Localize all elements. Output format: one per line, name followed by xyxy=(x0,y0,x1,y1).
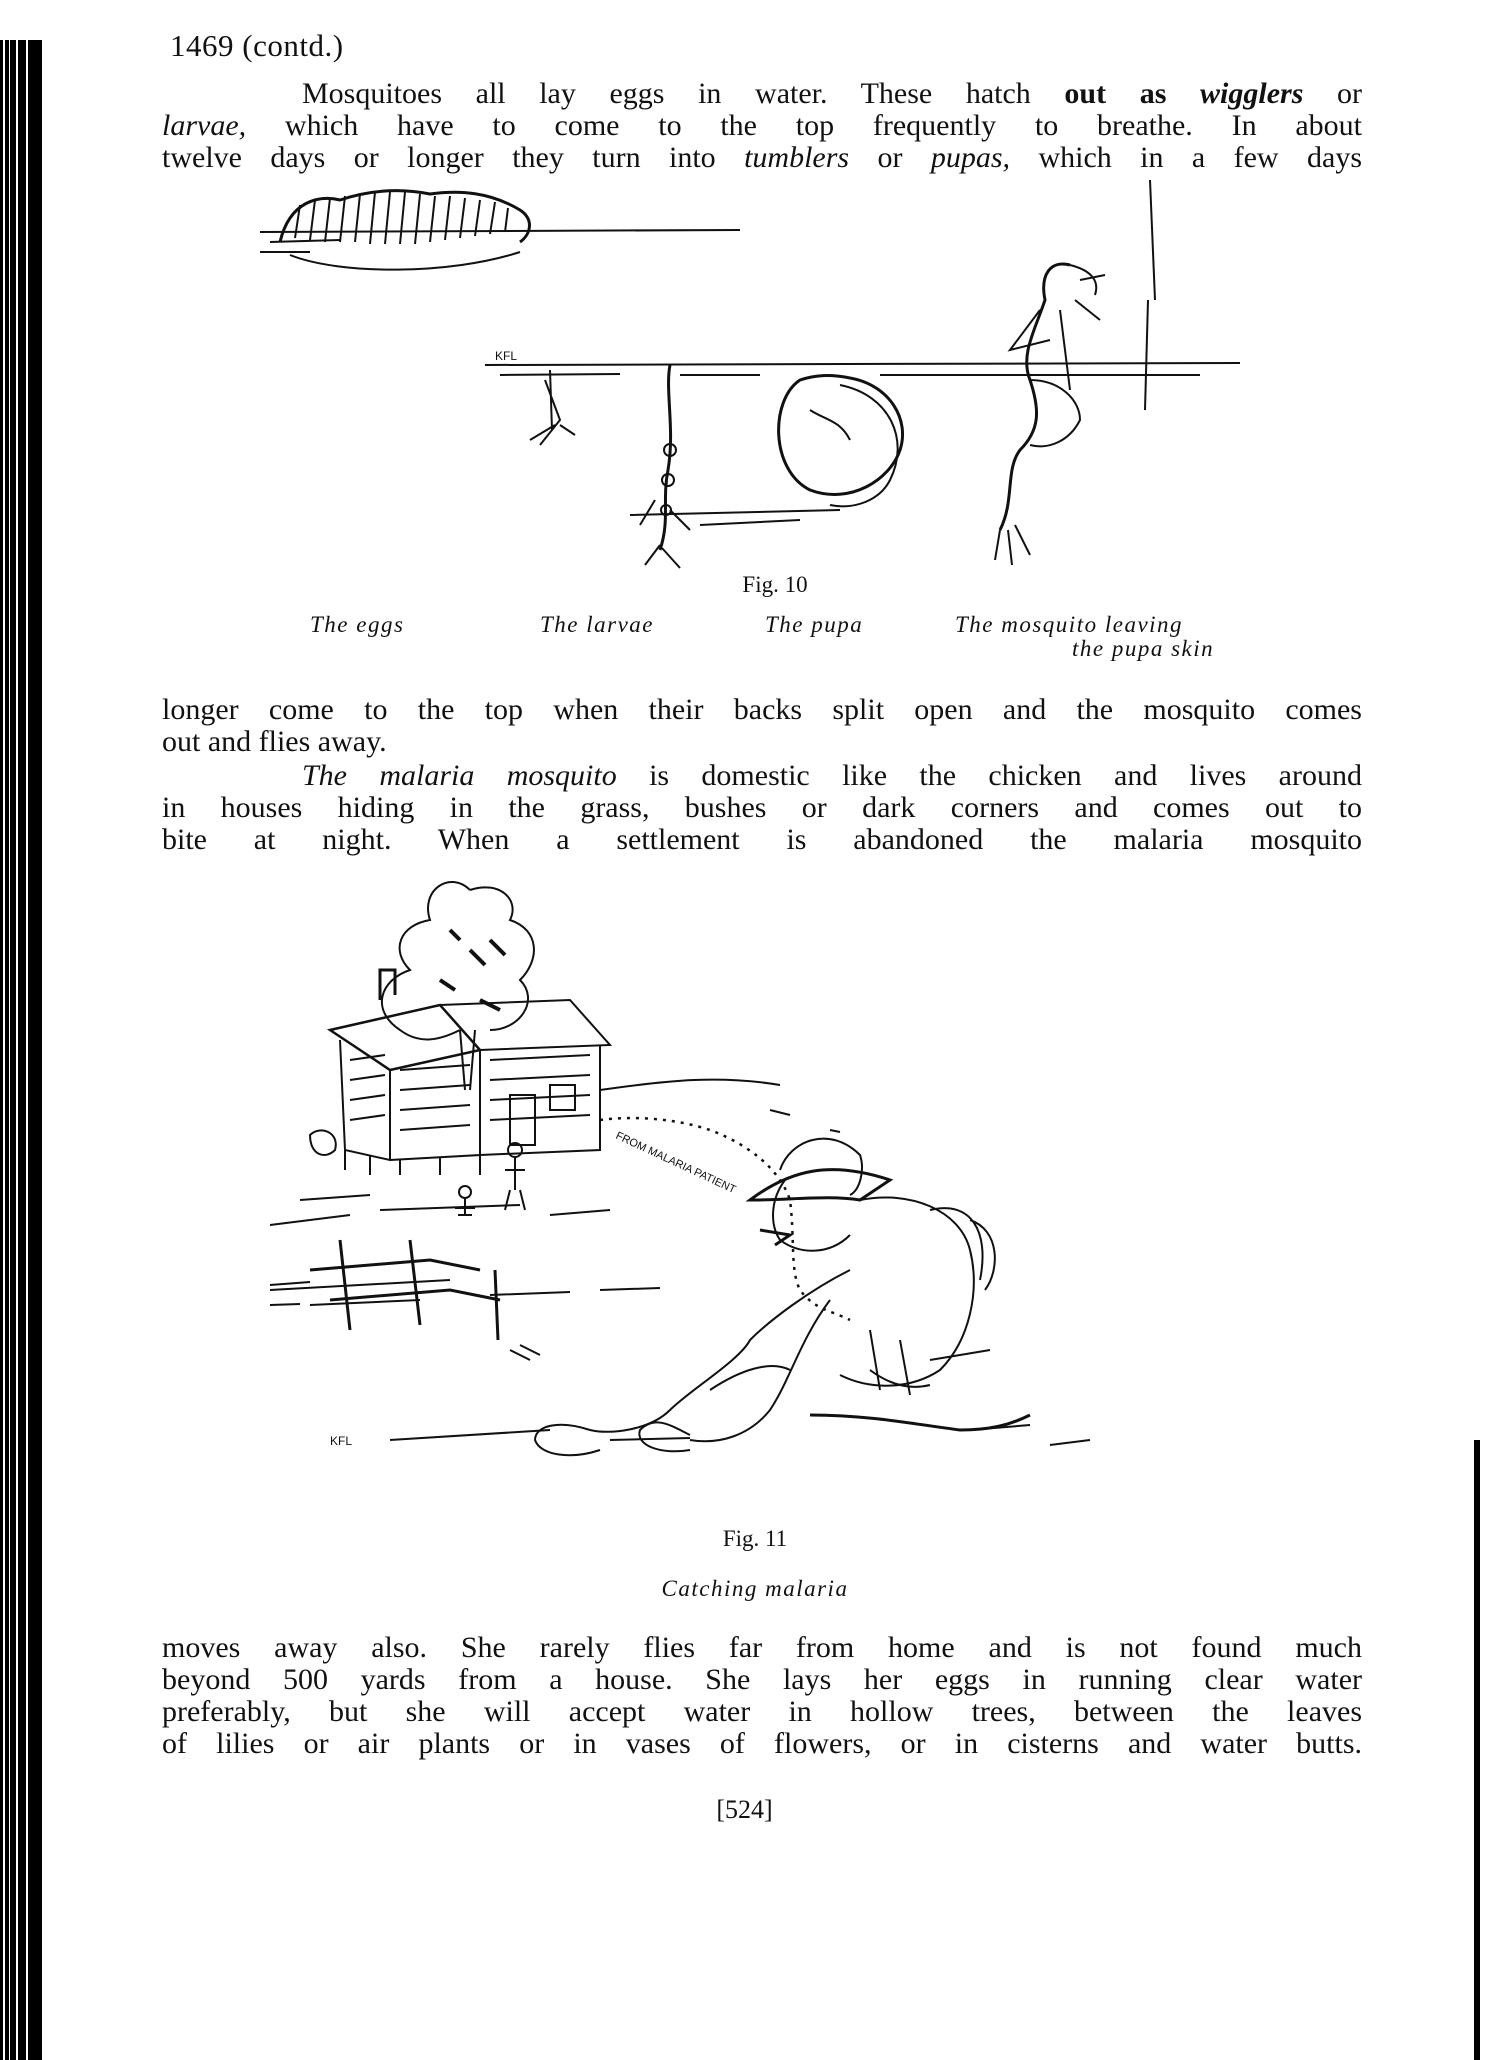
fig11-artist-initials: KFL xyxy=(330,1434,353,1448)
text-line: of lilies or air plants or in vases of flowers, or in cisterns and water butts. xyxy=(162,1727,1362,1760)
larvae xyxy=(530,365,690,568)
text-line: preferably, but she will accept water in hollow trees, between the leaves xyxy=(162,1695,1362,1728)
text-run xyxy=(1166,77,1200,110)
text-run: or xyxy=(849,141,931,174)
ground-lines xyxy=(270,1195,610,1225)
text-run: larvae, xyxy=(162,109,247,142)
text-line xyxy=(162,78,1362,110)
fig11-label: Fig. 11 xyxy=(722,1526,788,1551)
text-line: longer come to the top when their backs split open and the mosquito comes xyxy=(162,693,1362,726)
fig11-illustration xyxy=(270,870,1270,1510)
text-line xyxy=(162,824,1362,856)
text-line xyxy=(162,110,1362,142)
text-run: is domestic like the chicken and lives around xyxy=(616,759,1362,792)
fig10-initials: KFL xyxy=(495,349,518,363)
fig10-caption-mosquito: The mosquito leaving xyxy=(955,612,1184,637)
text-line: beyond 500 yards from a house. She lays her eggs in running clear water xyxy=(162,1663,1362,1696)
text-run: pupas, xyxy=(930,141,1011,174)
emerging-mosquito xyxy=(995,180,1155,565)
page-header: 1469 (contd.) xyxy=(170,28,344,63)
text-line: out and flies away. xyxy=(162,725,387,758)
fig10-caption-eggs: The eggs xyxy=(310,612,405,637)
fig10-caption-larvae: The larvae xyxy=(540,612,655,637)
text-run: which have to come to the top frequently to breathe. In about xyxy=(246,109,1362,142)
house xyxy=(310,970,610,1175)
text-run: or xyxy=(1303,77,1363,110)
fig11-path-text: FROM MALARIA PATIENT xyxy=(613,1129,738,1197)
fig10-caption-mosquito-line2: the pupa skin xyxy=(1072,636,1215,661)
text-run: out xyxy=(1064,77,1107,110)
fig10-illustration xyxy=(200,180,1280,580)
text-run: Mosquitoes all lay eggs in water. These hatch xyxy=(302,77,1065,110)
fence xyxy=(310,1240,500,1340)
text-line xyxy=(162,142,1362,174)
text-run: The malaria mosquito xyxy=(302,759,617,792)
text-run: tumblers xyxy=(744,141,850,174)
fig11-caption: Catching malaria xyxy=(661,1576,849,1601)
scan-right-edge xyxy=(1474,1440,1480,2060)
text-run: in houses hiding in the grass, bushes or dark corners and comes out to xyxy=(162,791,1362,824)
text-run: which in a few days xyxy=(1010,141,1362,174)
soldier-figure xyxy=(535,1139,1030,1456)
page-number: [524] xyxy=(716,1795,773,1824)
scan-binding-edge xyxy=(0,40,42,2060)
text-run: wigglers xyxy=(1200,77,1304,110)
text-line: moves away also. She rarely flies far from home and is not found much xyxy=(162,1631,1362,1664)
text-line xyxy=(162,792,1362,824)
foreground-lines xyxy=(270,1280,1090,1445)
text-run: as xyxy=(1139,77,1167,110)
fig10-caption-pupa: The pupa xyxy=(765,612,864,637)
text-run: bite at night. When a settlement is abandoned the malaria mosquito xyxy=(162,823,1362,856)
text-line xyxy=(162,760,1362,792)
hill-lines xyxy=(600,1080,840,1132)
paragraph-1 xyxy=(162,78,1362,174)
water-line xyxy=(485,363,1240,375)
paragraph-2 xyxy=(162,694,1362,758)
egg-water-line xyxy=(260,230,740,252)
fig10-label: Fig. 10 xyxy=(742,572,808,597)
text-run: twelve days or longer they turn into xyxy=(162,141,745,174)
paragraph-4 xyxy=(162,1632,1362,1760)
paragraph-3 xyxy=(162,760,1362,856)
text-run xyxy=(1106,77,1140,110)
